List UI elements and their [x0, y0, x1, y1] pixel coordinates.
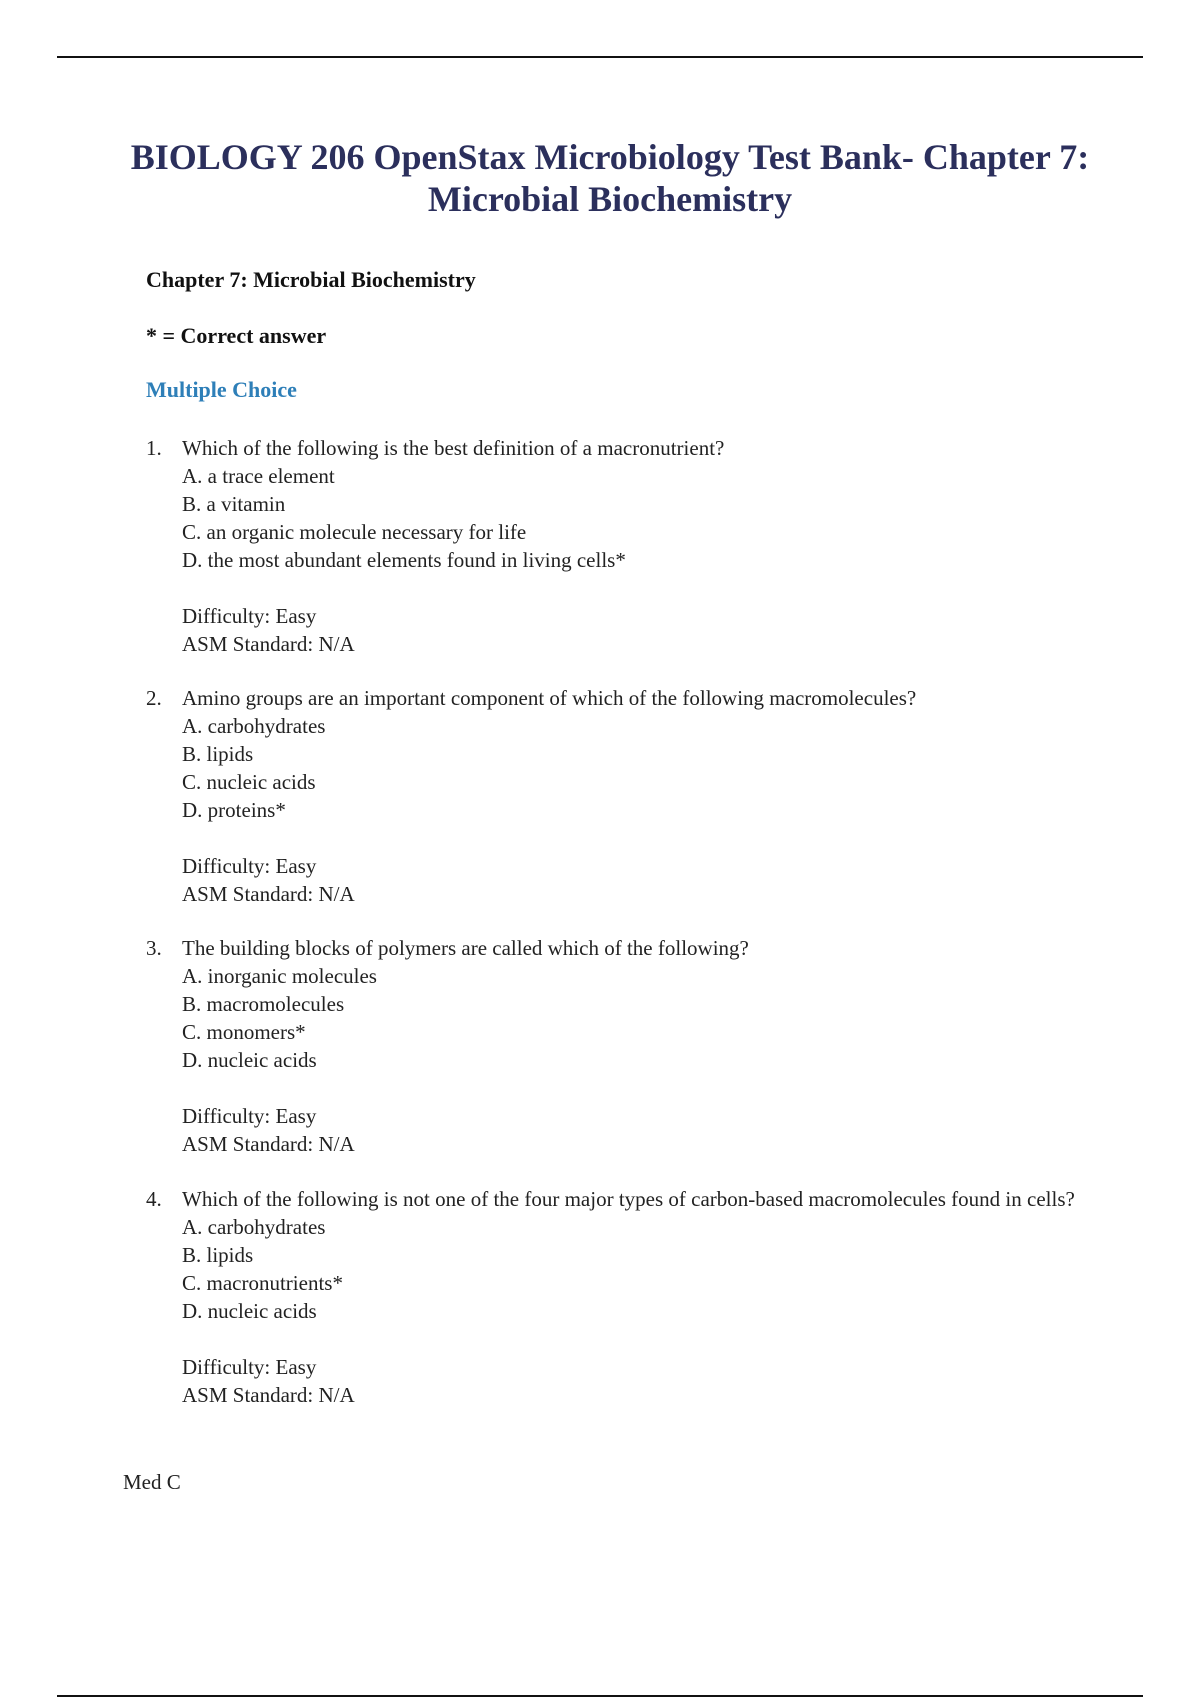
question-number: 2. [146, 686, 162, 710]
answer-option-c: C. nucleic acids [182, 770, 316, 794]
answer-option-a: A. carbohydrates [182, 1215, 326, 1239]
question-stem: Amino groups are an important component of which of the following macromolecules? [182, 686, 917, 710]
asm-standard-label: ASM Standard: N/A [182, 632, 355, 656]
question-number: 3. [146, 936, 162, 960]
question-number: 1. [146, 436, 162, 460]
difficulty-label: Difficulty: Easy [182, 1104, 317, 1128]
answer-option-b: B. macromolecules [182, 992, 345, 1016]
question-stem: The building blocks of polymers are called which of the following? [182, 936, 749, 960]
answer-legend: * = Correct answer [146, 323, 327, 348]
answer-option-d: D. nucleic acids [182, 1048, 317, 1072]
answer-option-a: A. inorganic molecules [182, 964, 377, 988]
answer-option-a: A. carbohydrates [182, 714, 326, 738]
answer-option-b: B. lipids [182, 742, 254, 766]
question-1 [146, 434, 1096, 658]
difficulty-label: Difficulty: Easy [182, 854, 317, 878]
asm-standard-label: ASM Standard: N/A [182, 1132, 355, 1156]
question-stem: Which of the following is not one of the four major types of carbon-based macromolecules found in cells? [182, 1187, 1075, 1211]
answer-option-d: D. nucleic acids [182, 1299, 317, 1323]
answer-option-d: D. proteins* [182, 798, 286, 822]
section-heading-multiple-choice: Multiple Choice [146, 377, 297, 402]
top-rule [57, 56, 1143, 58]
document-title: BIOLOGY 206 OpenStax Microbiology Test Bank- Chapter 7: Microbial Biochemistry [130, 137, 1090, 219]
footer-note: Med C [123, 1470, 181, 1494]
question-stem: Which of the following is the best definition of a macronutrient? [182, 436, 725, 460]
difficulty-label: Difficulty: Easy [182, 1355, 317, 1379]
chapter-heading: Chapter 7: Microbial Biochemistry [146, 267, 476, 292]
question-4 [146, 1185, 1096, 1409]
answer-option-d: D. the most abundant elements found in living cells* [182, 548, 626, 572]
asm-standard-label: ASM Standard: N/A [182, 882, 355, 906]
bottom-rule [57, 1695, 1143, 1697]
answer-option-b: B. lipids [182, 1243, 254, 1267]
answer-option-c: C. macronutrients* [182, 1271, 343, 1295]
asm-standard-label: ASM Standard: N/A [182, 1383, 355, 1407]
answer-option-c: C. monomers* [182, 1020, 306, 1044]
difficulty-label: Difficulty: Easy [182, 604, 317, 628]
answer-option-b: B. a vitamin [182, 492, 286, 516]
question-2 [146, 684, 1096, 908]
question-number: 4. [146, 1187, 162, 1211]
answer-option-c: C. an organic molecule necessary for life [182, 520, 527, 544]
answer-option-a: A. a trace element [182, 464, 335, 488]
question-3 [146, 934, 1096, 1158]
